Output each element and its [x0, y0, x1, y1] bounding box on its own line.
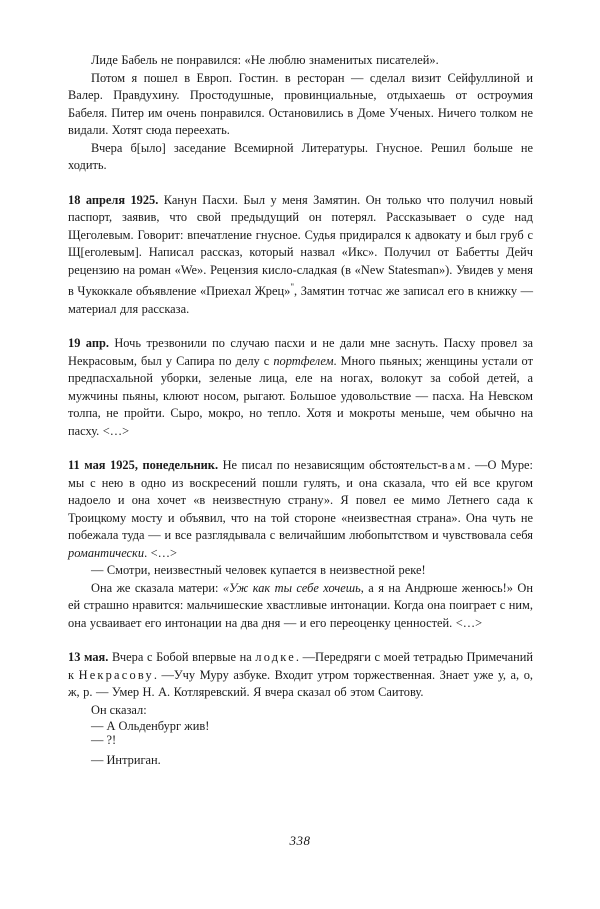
entry-body: [68, 192, 533, 319]
diary-entry-19-april-1925: [68, 335, 533, 440]
entry-segment: Вчера с Бобой впервые на: [108, 650, 256, 665]
paragraph: Потом я пошел в Европ. Гостин. в ресторан — сделал визит Сейфуллиной и Валер. Правдухину. Простодушные, провинциальные, отдыхаешь от остроумия Бабеля. Питер им очень понравился. Остановились в Доме Ученых. Ничего толком не видали. Хотят сюда переехать.: [68, 70, 533, 137]
entry-segment: . —О Муре: мы с нею в одно из воскресений пошли гулять, и она сказала, что ей все кругом надоело и она хочет «в неизвестную страну». Я повел ее мимо Летнего сада к Троицкому мосту и объявил, что на той стороне «неизвестная страна». Она чуть не побежала туда — и все разглядывала с величайшим любопытством и чувствовала себя: [68, 458, 533, 543]
entry-segment-italic: романтически: [68, 545, 145, 560]
paragraph: Лиде Бабель не понравился: «Не люблю знаменитых писателей».: [91, 53, 439, 67]
entry-followup-paragraph: [68, 562, 533, 580]
entry-date-label: 11 мая 1925, понедельник.: [68, 458, 219, 473]
dialogue-line: Он сказал:: [91, 702, 147, 717]
followup-segment: — Смотри, неизвестный человек купается в неизвестной реке!: [91, 563, 426, 578]
dialogue-line: — А Ольденбург жив!: [91, 719, 210, 734]
entry-date-label: 13 мая.: [68, 650, 109, 665]
entry-segment: . <…>: [144, 545, 178, 560]
entry-segment: Не писал по независящим обстоятельст-: [218, 458, 442, 473]
dialogue-line: — Интриган.: [91, 753, 161, 768]
entry-date-label: 19 апр.: [68, 336, 109, 351]
entry-segment-letterspaced: Некрасову: [78, 667, 154, 682]
diary-entry-13-may-1925: [68, 649, 533, 770]
followup-segment: , а я на Андрюше женюсь!» Он ей страшно нравится: мальчишеские хвастливые интонации. Когда она поиграет с ним, она усваивает его интонации на два дня — и его переоценку ценностей. <…>: [68, 580, 533, 630]
entry-body: [68, 649, 533, 702]
entry-body: [68, 335, 533, 440]
entry-segment: . —Учу Муру азбуке. Входит утром торжественная. Знает уже у, а, о, ж, р. — Умер Н. А. Котляревский. Я вчера сказал об этом Саитову.: [68, 667, 533, 700]
page-number: 338: [289, 833, 311, 848]
entry-segment: Ночь трезвонили по случаю пасхи и не дали мне заснуть. Пасху провел за Некрасовым, был у Сапира по делу с: [68, 336, 533, 368]
entry-segment: . Много пьяных; женщины устали от предпасхальной уборки, зеленые лица, еле на ногах, волокут за собой детей, а мужчины пьяны, клюют носом, рыгают. Большое удовольствие — пасха. На Невском толпа, не пройти. Сыро, мокро, но тепло. Хотя и мокроты меньше, чем обычно на пасху. <…>: [68, 353, 533, 438]
entry-followup-paragraph: [68, 580, 533, 633]
entry-segment-letterspaced: лодке: [255, 650, 296, 665]
paragraph: Вчера б[ыло] заседание Всемирной Литературы. Гнусное. Решил больше не ходить.: [68, 140, 533, 172]
followup-segment: Она же сказала матери:: [91, 580, 223, 595]
page-text-block: [68, 52, 533, 770]
entry-text-part-2: , Замятин тотчас же записал его в книжку — материал для рассказа.: [68, 284, 534, 316]
followup-segment-italic: «Уж как ты себе хочешь: [222, 580, 361, 595]
footnote-marker: ": [290, 282, 295, 292]
diary-entry-11-may-1925: [68, 457, 533, 632]
entry-segment-letterspaced: вам: [441, 458, 468, 473]
diary-entry-18-april-1925: [68, 192, 533, 319]
entry-body: [68, 457, 533, 562]
entry-text-part-1: Канун Пасхи. Был у меня Замятин. Он только что получил новый паспорт, заявив, что свой предыдущий он потерял. Рассказывает о суде над Щеголевым. Говорит: впечатление гнусное. Судья придирался к адвокату и был груб с Щ[еголевым]. Написал рассказ, который назвал «Икс». Получил от Бабетты Дейч рецензию на роман «We». Рецензия кисло-сладкая (в «New Statesman»). Увидев у меня в Чукоккале объявление «Приехал Жрец»: [68, 192, 533, 299]
dialogue-line: — ?!: [91, 733, 117, 748]
entry-segment: . —Передряги с моей тетрадью Примечаний к: [68, 650, 533, 682]
entry-segment-italic: портфелем: [273, 353, 334, 368]
entry-date-label: 18 апреля 1925.: [68, 192, 159, 207]
